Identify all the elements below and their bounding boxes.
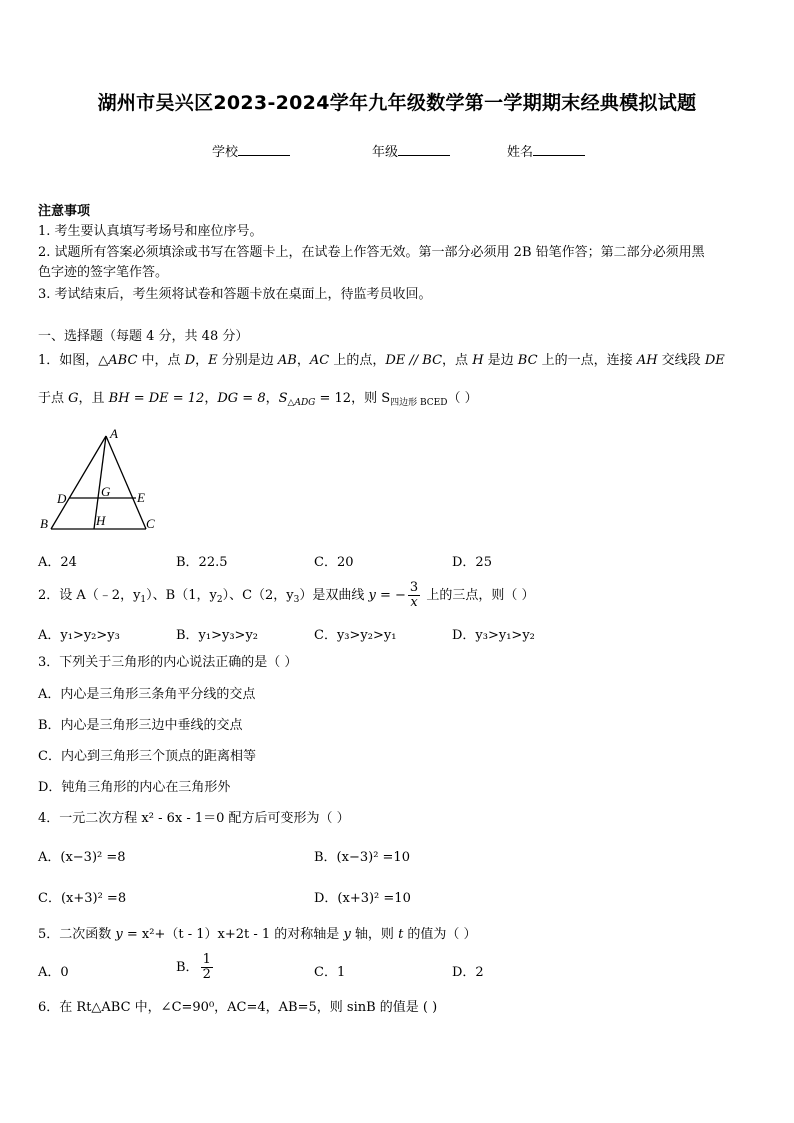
q4-option-d: D．(x+3)² =10	[314, 891, 411, 906]
q1-option-b: B．22.5	[176, 555, 228, 570]
q2-option-b: B．y₁>y₃>y₂	[176, 628, 259, 643]
q5-option-d: D．2	[452, 965, 484, 980]
label-A: A	[110, 426, 118, 441]
q3-option-d: D．钝角三角形的内心在三角形外	[38, 780, 231, 795]
q4-option-c: C．(x+3)² =8	[38, 891, 127, 906]
q4-stem: 4．一元二次方程 x² - 6x - 1＝0 配方后可变形为（ ）	[38, 811, 350, 826]
q3-option-b: B．内心是三角形三边中垂线的交点	[38, 718, 243, 733]
q3-option-a: A．内心是三角形三条角平分线的交点	[38, 687, 256, 702]
q6-stem: 6．在 Rt△ABC 中，∠C=90⁰，AC=4，AB=5，则 sinB 的值是 ( )	[38, 1000, 438, 1015]
triangle-figure	[36, 424, 166, 534]
notice-item-1: 1. 考生要认真填写考场号和座位序号。	[38, 224, 263, 239]
q5-option-a: A．0	[38, 965, 69, 980]
q3-option-c: C．内心到三角形三个顶点的距离相等	[38, 749, 256, 764]
label-C: C	[146, 516, 155, 531]
q2-stem: 2．设 A（﹣2，$y_1$）、B（1，$y_2$）、C（2，$y_3$）是双曲线 y = − $\frac{3}{x}$ 上的三点，则（ ）	[38, 580, 535, 610]
label-E: E	[137, 490, 145, 505]
q1-option-c: C．20	[314, 555, 354, 570]
label-D: D	[57, 491, 67, 506]
notice-item-2b: 色字迹的签字笔作答。	[38, 265, 169, 280]
q2-option-d: D．y₃>y₁>y₂	[452, 628, 535, 643]
q5-option-c: C．1	[314, 965, 346, 980]
name-blank	[533, 143, 585, 156]
q3-stem: 3．下列关于三角形的内心说法正确的是（ ）	[38, 655, 298, 670]
q1-option-a: A．24	[38, 555, 77, 570]
q5-option-b: B． $\frac{1}{2}$	[176, 952, 211, 982]
grade-field	[372, 141, 450, 160]
q1-line2: 于点 G，且 BH = DE = 12，DG = 8，$S_{\triangle ADG} = 12$，则 $S_{四边形 BCED}$（ ）	[38, 391, 478, 408]
name-field	[507, 141, 585, 160]
q4-option-b: B．(x−3)² =10	[314, 850, 410, 865]
school-label: 学校	[212, 145, 239, 160]
notice-heading: 注意事项	[38, 204, 91, 219]
grade-label: 年级	[372, 145, 399, 160]
q2-option-c: C．y₃>y₂>y₁	[314, 628, 397, 643]
grade-blank	[398, 143, 450, 156]
label-H: H	[96, 513, 106, 528]
q2-option-a: A．y₁>y₂>y₃	[38, 628, 120, 643]
label-G: G	[101, 484, 111, 499]
q1-line1: 1．如图，△ABC 中，点 D，E 分别是边 AB，AC 上的点，DE // BC，点 H 是边 BC 上的一点，连接 AH 交线段 DE	[38, 353, 725, 368]
notice-item-3: 3. 考试结束后，考生须将试卷和答题卡放在桌面上，待监考员收回。	[38, 287, 432, 302]
label-B: B	[40, 516, 48, 531]
school-field	[212, 141, 290, 160]
section-heading: 一、选择题（每题 4 分，共 48 分）	[38, 329, 249, 344]
name-label: 姓名	[507, 145, 534, 160]
page-title: 湖州市吴兴区2023-2024学年九年级数学第一学期期末经典模拟试题	[97, 92, 697, 114]
q4-option-a: A．(x−3)² =8	[38, 850, 126, 865]
q1-option-d: D．25	[452, 555, 492, 570]
notice-item-2a: 2. 试题所有答案必须填涂或书写在答题卡上，在试卷上作答无效。第一部分必须用 2B 铅笔作答；第二部分必须用黑	[38, 245, 705, 260]
school-blank	[238, 143, 290, 156]
q5-stem: 5．二次函数 y = x²+（t - 1）x+2t - 1 的对称轴是 y 轴，则 t 的值为（ ）	[38, 927, 477, 942]
